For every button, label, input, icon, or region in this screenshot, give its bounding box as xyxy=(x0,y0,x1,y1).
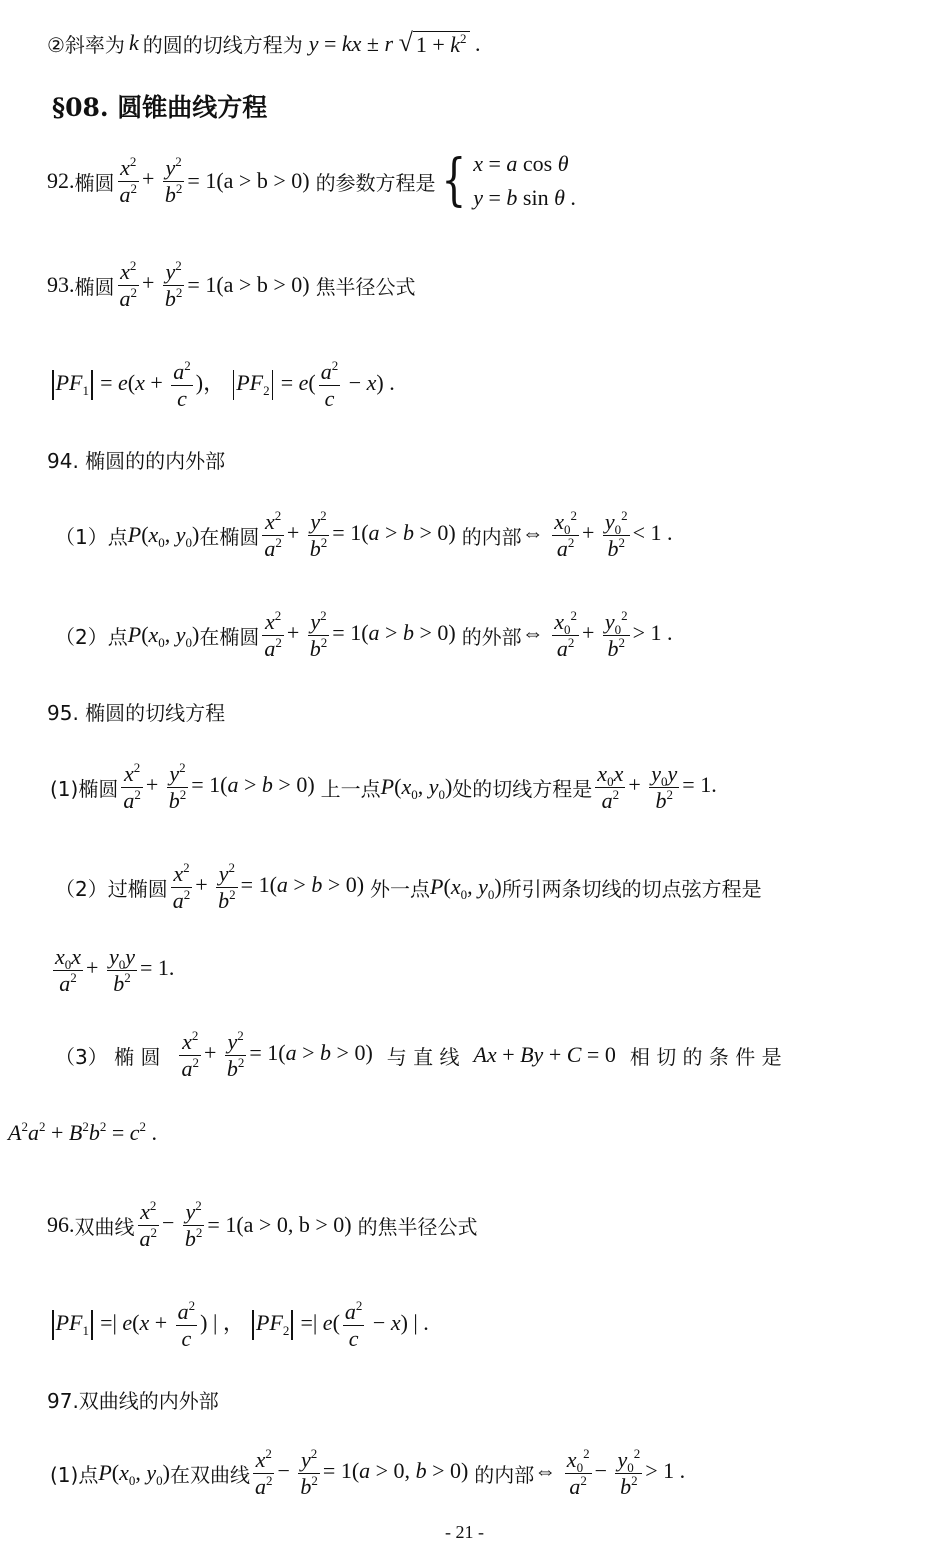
item-94-outside: （2）点 $P(x_0$, $y_0$) 在椭圆 $\frac{x^2}{a^2}$ + $\frac{y^2}{b^2}$ = 1(a > b > 0) 的外部 ⇔ $\frac{x_0^2}{a^2}$ + $\frac{y_0^2}{b^2}$ > 1 . xyxy=(55,608,673,661)
item-95-title: 95. 椭圆的切线方程 xyxy=(47,701,226,725)
chord-of-contact-equation: $\frac{x_0x}{a^2}$ + $\frac{y_0y}{b^2}$ = 1. xyxy=(55,944,175,996)
tangency-condition: $A^2a^2 + B^2b^2 = c^2$ . xyxy=(8,1119,158,1145)
item-96: 96. 双曲线 $\frac{x^2}{a^2}$ − $\frac{y^2}{b^2}$ = 1(a > 0, b > 0) 的焦半径公式 xyxy=(47,1198,478,1251)
section-title: §08. 圆锥曲线方程 xyxy=(52,93,268,122)
text-line-circle-tangent xyxy=(47,28,929,58)
circle-tangent-label-2: 的圆的切线方程为 xyxy=(142,32,303,57)
hyperbola-focal-radius-formula: $PF_1$ =| e(x + $\frac{a^2}{c}$ ) | ， $PF_2$ =| e( $\frac{a^2}{c}$ − x) | . xyxy=(50,1290,929,1360)
tangent-equation: y = kx ± r √ $1 + k^2$ . xyxy=(308,28,481,57)
item-95-3: （3） 椭 圆 $\frac{x^2}{a^2}$ + $\frac{y^2}{b^2}$ = 1(a > b > 0) 与 直 线 Ax + By + C = 0 相 切 的 条 件 是 xyxy=(55,1028,782,1081)
page-number: - 21 - xyxy=(445,1522,484,1542)
ellipse-equation: $\frac{x^2}{a^2}$ + $\frac{y^2}{b^2}$ xyxy=(119,154,183,207)
parametric-system: x = a cos θ y = b sin θ . xyxy=(473,150,576,210)
item-95-1: (1)椭圆 $\frac{x^2}{a^2}$ + $\frac{y^2}{b^2}$ = 1(a > b > 0) 上一点 $P(x_0$, $y_0$) 处的切线方程是 $\frac{x_0x}{a^2}$ + $\frac{y_0y}{b^2}$ = 1. xyxy=(50,760,717,813)
ellipse-focal-radius-formula: $PF_1 = e(x$ + $\frac{a^2}{c}$ )， $PF_2 = e$( $\frac{a^2}{c}$ − x) . xyxy=(50,350,929,420)
item-94-title: 94. 椭圆的的内外部 xyxy=(47,449,226,473)
item-93: 93. 椭圆 $\frac{x^2}{a^2}$ + $\frac{y^2}{b^2}$ = 1(a > b > 0) 焦半径公式 xyxy=(47,258,416,311)
slope-k: k xyxy=(128,30,139,55)
item-97-title: 97.双曲线的内外部 xyxy=(47,1389,219,1413)
left-brace: { xyxy=(440,148,466,213)
item-92: 92. 椭圆 $\frac{x^2}{a^2}$ + $\frac{y^2}{b^2}$ = 1(a > b > 0) 的参数方程是 { x = a cos θ y = b sin θ . xyxy=(47,145,929,217)
circle-tangent-label: ②斜率为 xyxy=(47,32,125,57)
item-95-2: （2）过椭圆 $\frac{x^2}{a^2}$ + $\frac{y^2}{b^2}$ = 1(a > b > 0) 外一点 $P(x_0$, $y_0$) 所引两条切线的切点弦方程是 xyxy=(55,860,762,913)
item-94-inside: （1）点 $P(x_0$, $y_0$) 在椭圆 $\frac{x^2}{a^2}$ + $\frac{y^2}{b^2}$ = 1(a > b > 0) 的内部 ⇔ $\frac{x_0^2}{a^2}$ + $\frac{y_0^2}{b^2}$ < 1 . xyxy=(55,508,673,561)
item-97-1: (1)点 $P(x_0$, $y_0$) 在双曲线 $\frac{x^2}{a^2}$ − $\frac{y^2}{b^2}$ = 1(a > 0, b > 0) 的内部 ⇔ $\frac{x_0^2}{a^2}$ − $\frac{y_0^2}{b^2}$ > 1 . xyxy=(50,1446,686,1499)
